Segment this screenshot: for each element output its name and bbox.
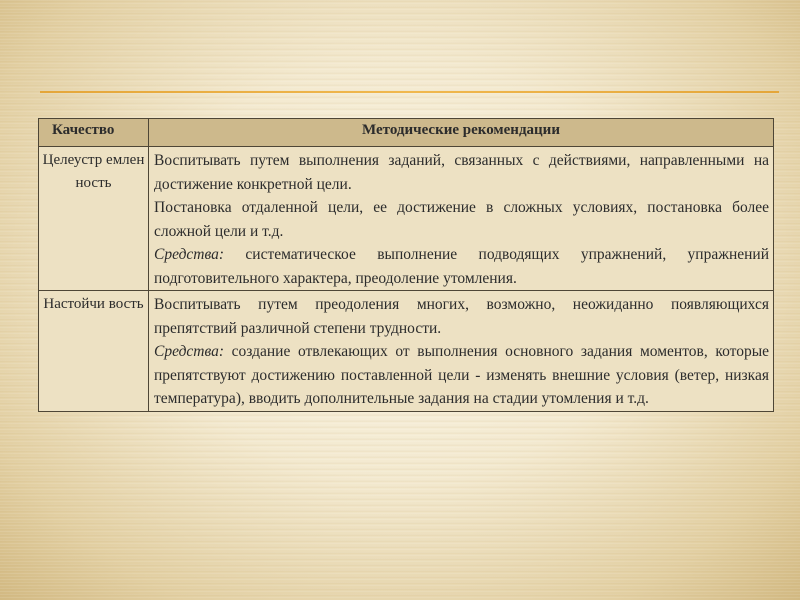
recommendation-paragraph [154,293,769,340]
means-paragraph [154,340,769,411]
header-quality: Качество [39,119,149,147]
header-recommendations: Методические рекомендации [149,119,774,147]
table-row [39,147,774,291]
recommendation-paragraph [154,196,769,243]
title-divider-line [40,91,779,93]
means-label: Средства: [154,343,225,360]
quality-cell: Настойчи вость [39,291,149,412]
recommendation-cell [149,291,774,412]
paragraph-text: Постановка отдаленной цели, ее достижение в сложных условиях, постановка более сложной цели и т.д. [154,199,769,240]
means-paragraph [154,243,769,290]
table-row [39,291,774,412]
quality-cell: Целеустр емлен ность [39,147,149,291]
paragraph-text: Воспитывать путем выполнения заданий, связанных с действиями, направленными на достижение конкретной цели. [154,152,769,193]
paragraph-text: Воспитывать путем преодоления многих, возможно, неожиданно появляющихся препятствий различной степени трудности. [154,296,769,337]
recommendation-cell [149,147,774,291]
recommendations-table [38,118,774,412]
paragraph-text: систематическое выполнение подводящих упражнений, упражнений подготовительного характера, преодоление утомления. [154,246,769,287]
recommendation-paragraph [154,149,769,196]
paragraph-text: создание отвлекающих от выполнения основного задания моментов, которые препятствуют достижению поставленной цели - изменять внешние условия (ветер, низкая температура), вводить дополнительные задания на стадии утомления и т.д. [154,343,769,407]
table-header-row [39,119,774,147]
means-label: Средства: [154,246,225,263]
